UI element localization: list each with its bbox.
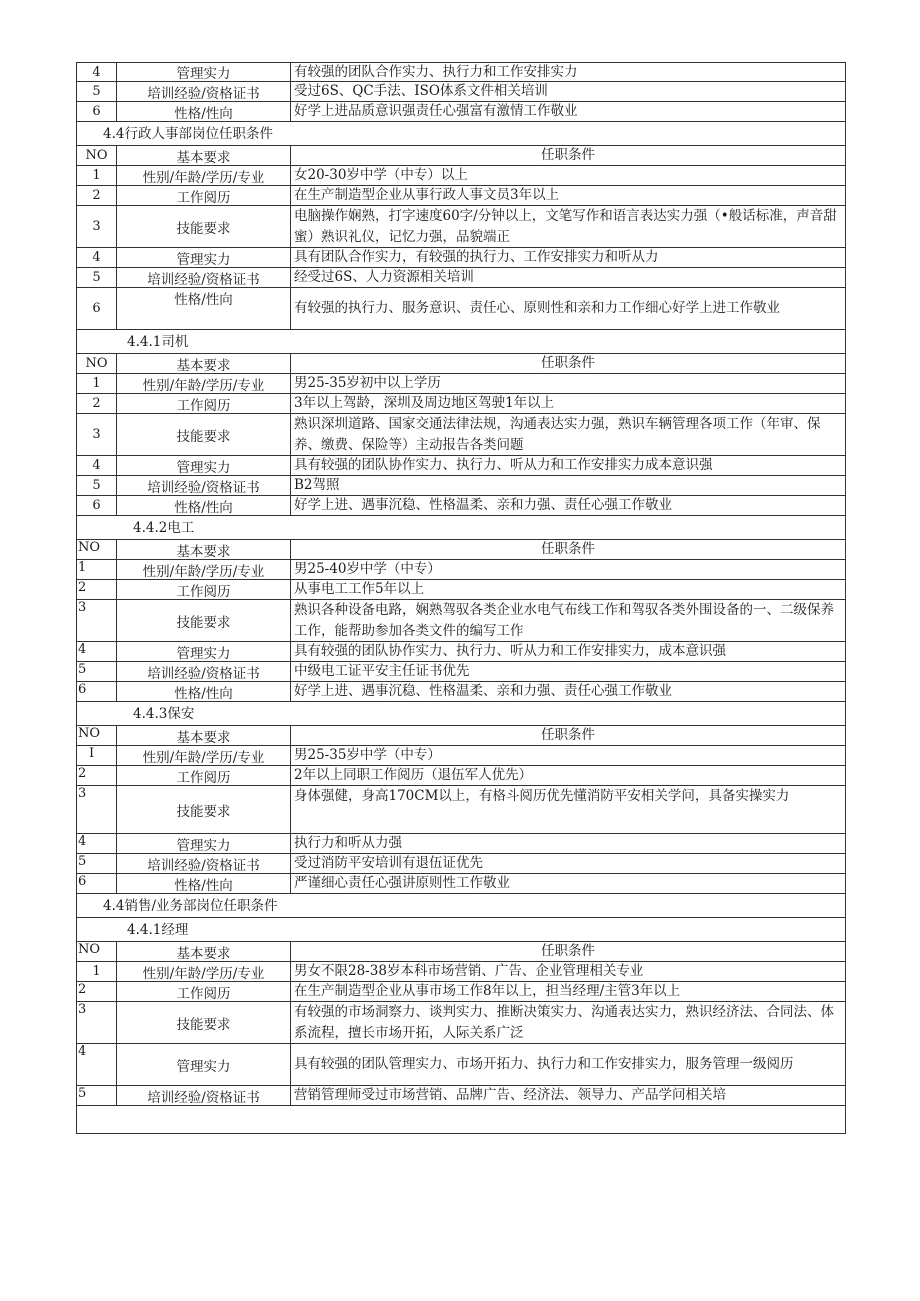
table-row xyxy=(76,414,846,456)
table-row xyxy=(76,1002,846,1044)
header-item: 基本要求 xyxy=(117,942,291,961)
row-item: 性别/年龄/学历/专业 xyxy=(117,560,291,579)
row-no: 4 xyxy=(77,642,117,661)
row-no: 1 xyxy=(77,374,117,393)
row-requirement: 好学上进、遇事沉稳、性格温柔、亲和力强、责任心强工作敬业 xyxy=(294,683,672,699)
header-item: 基本要求 xyxy=(117,540,291,559)
row-no: 6 xyxy=(77,496,117,515)
row-no: 4 xyxy=(77,63,117,81)
row-item: 培训经验/资格证书 xyxy=(117,662,291,681)
row-requirement: 有较强的市场洞察力、谈判实力、推断决策实力、沟通表达实力，熟识经济法、合同法、体系流程，擅长市场开拓，人际关系广泛 xyxy=(294,1003,834,1041)
row-no: 2 xyxy=(77,766,117,785)
header-no: NO xyxy=(77,354,117,373)
row-item: 管理实力 xyxy=(117,63,291,81)
row-requirement: 男25-35岁初中以上学历 xyxy=(294,375,441,391)
table-row xyxy=(76,82,846,102)
row-item: 性别/年龄/学历/专业 xyxy=(117,746,291,765)
table-row xyxy=(76,600,846,642)
header-item: 基本要求 xyxy=(117,146,291,165)
row-no: 1 xyxy=(77,166,117,185)
table-header xyxy=(76,354,846,374)
row-requirement: 经受过6S、人力资源相关培训 xyxy=(294,269,474,285)
table-row xyxy=(76,834,846,854)
table-row xyxy=(76,186,846,206)
row-item: 性别/年龄/学历/专业 xyxy=(117,374,291,393)
row-no: 6 xyxy=(77,682,117,701)
row-requirement: 男女不限28-38岁本科市场营销、广告、企业管理相关专业 xyxy=(294,963,644,979)
row-item: 工作阅历 xyxy=(117,186,291,205)
table-row xyxy=(76,476,846,496)
table-row xyxy=(76,288,846,330)
section-subtitle: 4.4.1经理 xyxy=(127,922,189,938)
section-title-electrician xyxy=(76,516,846,540)
table-header xyxy=(76,726,846,746)
row-item: 性格/性向 xyxy=(117,288,291,329)
table-row xyxy=(76,166,846,186)
row-no: 1 xyxy=(77,962,117,981)
row-item: 性别/年龄/学历/专业 xyxy=(117,962,291,981)
row-requirement: 具有较强的团队协作实力、执行力、听从力和工作安排实力成本意识强 xyxy=(294,457,713,473)
row-no: 6 xyxy=(77,288,117,329)
section-title: 4.4行政人事部岗位任职条件 xyxy=(103,126,273,142)
empty-row xyxy=(76,1106,846,1134)
header-item: 基本要求 xyxy=(117,726,291,745)
row-item: 培训经验/资格证书 xyxy=(117,268,291,287)
row-requirement: 有较强的执行力、服务意识、责任心、原则性和亲和力工作细心好学上进工作敬业 xyxy=(294,300,780,316)
row-requirement: 受过6S、QC手法、ISO体系文件相关培训 xyxy=(294,83,548,99)
table-row xyxy=(76,456,846,476)
row-item: 工作阅历 xyxy=(117,580,291,599)
table-header xyxy=(76,942,846,962)
row-no: 3 xyxy=(77,206,117,247)
table-row xyxy=(76,1086,846,1106)
header-requirement: 任职条件 xyxy=(541,727,595,743)
table-row xyxy=(76,496,846,516)
row-no: 5 xyxy=(77,82,117,101)
row-no: I xyxy=(77,746,117,765)
table-row xyxy=(76,766,846,786)
row-requirement: 电脑操作娴熟，打字速度60字/分钟以上，文笔写作和语言表达实力强（•般话标准，声音甜蜜）熟识礼仪，记忆力强，品貌端正 xyxy=(294,207,837,245)
table-row xyxy=(76,248,846,268)
header-item: 基本要求 xyxy=(117,354,291,373)
table-row xyxy=(76,206,846,248)
table-row xyxy=(76,642,846,662)
row-requirement: 在生产制造型企业从事行政人事文员3年以上 xyxy=(294,187,560,203)
row-item: 管理实力 xyxy=(117,834,291,853)
row-item: 培训经验/资格证书 xyxy=(117,82,291,101)
table-row xyxy=(76,786,846,834)
row-requirement: 男25-40岁中学（中专） xyxy=(294,561,441,577)
table-row xyxy=(76,102,846,122)
row-item: 性格/性向 xyxy=(117,682,291,701)
header-requirement: 任职条件 xyxy=(541,943,595,959)
row-no: 2 xyxy=(77,186,117,205)
row-requirement: 严谨细心责任心强讲原则性工作敬业 xyxy=(294,875,510,891)
section-title: 4.4.1司机 xyxy=(127,334,189,350)
header-no: NO xyxy=(77,726,117,745)
row-requirement: 有较强的团队合作实力、执行力和工作安排实力 xyxy=(294,63,578,80)
row-item: 培训经验/资格证书 xyxy=(117,1086,291,1105)
row-requirement: 熟识深圳道路、国家交通法律法规，沟通表达实力强，熟识车辆管理各项工作（年审、保养、缴费、保险等）主动报告各类问题 xyxy=(294,415,821,453)
row-requirement: 好学上进品质意识强责任心强富有激情工作敬业 xyxy=(294,103,578,119)
row-no: 5 xyxy=(77,662,117,681)
row-no: 3 xyxy=(77,414,117,455)
header-no: NO xyxy=(77,540,117,559)
row-item: 培训经验/资格证书 xyxy=(117,476,291,495)
row-no: 2 xyxy=(77,394,117,413)
row-requirement: 具有较强的团队管理实力、市场开拓力、执行力和工作安排实力，服务管理一级阅历 xyxy=(294,1056,794,1072)
row-item: 性格/性向 xyxy=(117,874,291,893)
row-requirement: 女20-30岁中学（中专）以上 xyxy=(294,167,468,183)
row-item: 技能要求 xyxy=(117,1002,291,1043)
section-title-driver xyxy=(76,330,846,354)
row-item: 管理实力 xyxy=(117,248,291,267)
row-no: 5 xyxy=(77,854,117,873)
row-no: 3 xyxy=(77,600,117,641)
row-requirement: 营销管理师受过市场营销、品牌广告、经济法、领导力、产品学问相关培 xyxy=(294,1087,726,1103)
table-row xyxy=(76,682,846,702)
row-no: 5 xyxy=(77,476,117,495)
row-requirement: 熟识各种设备电路，娴熟驾驭各类企业水电气布线工作和驾驭各类外围设备的一、二级保养工作，能帮助参加各类文件的编写工作 xyxy=(294,601,834,639)
document xyxy=(76,62,846,1134)
section-title: 4.4销售/业务部岗位任职条件 xyxy=(103,898,278,914)
section-title-admin xyxy=(76,122,846,146)
row-item: 技能要求 xyxy=(117,414,291,455)
row-requirement: 具有较强的团队协作实力、执行力、听从力和工作安排实力，成本意识强 xyxy=(294,643,726,659)
row-requirement: 从事电工工作5年以上 xyxy=(294,581,425,597)
row-requirement: 男25-35岁中学（中专） xyxy=(294,747,441,763)
table-row xyxy=(76,394,846,414)
header-requirement: 任职条件 xyxy=(541,541,595,557)
row-no: 1 xyxy=(77,560,117,579)
row-item: 技能要求 xyxy=(117,206,291,247)
row-item: 培训经验/资格证书 xyxy=(117,854,291,873)
table-row xyxy=(76,374,846,394)
section-title: 4.4.2电工 xyxy=(133,520,195,536)
table-row xyxy=(76,874,846,894)
row-no: 6 xyxy=(77,102,117,121)
row-item: 工作阅历 xyxy=(117,982,291,1001)
row-no: 2 xyxy=(77,580,117,599)
row-item: 技能要求 xyxy=(117,786,291,833)
row-no: 4 xyxy=(77,456,117,475)
row-no: 6 xyxy=(77,874,117,893)
table-row xyxy=(76,560,846,580)
row-no: 2 xyxy=(77,982,117,1001)
row-no: 3 xyxy=(77,1002,117,1043)
row-requirement: 在生产制造型企业从事市场工作8年以上，担当经理/主管3年以上 xyxy=(294,983,681,999)
row-item: 性格/性向 xyxy=(117,102,291,121)
row-requirement: 执行力和听从力强 xyxy=(294,835,402,851)
table-row xyxy=(76,982,846,1002)
row-no: 4 xyxy=(77,834,117,853)
section-subtitle-manager xyxy=(76,918,846,942)
row-no: 5 xyxy=(77,1086,117,1105)
row-item: 工作阅历 xyxy=(117,766,291,785)
table-row xyxy=(76,62,846,82)
section-title: 4.4.3保安 xyxy=(133,706,195,722)
row-requirement: 中级电工证平安主任证书优先 xyxy=(294,663,470,679)
row-item: 管理实力 xyxy=(117,1044,291,1085)
header-requirement: 任职条件 xyxy=(541,355,595,371)
row-requirement: 2年以上同职工作阅历（退伍军人优先） xyxy=(294,767,533,783)
row-item: 管理实力 xyxy=(117,642,291,661)
table-row xyxy=(76,580,846,600)
row-requirement: 具有团队合作实力，有较强的执行力、工作安排实力和听从力 xyxy=(294,249,659,265)
row-item: 性格/性向 xyxy=(117,496,291,515)
section-title-sales xyxy=(76,894,846,918)
table-header xyxy=(76,540,846,560)
table-header xyxy=(76,146,846,166)
table-row xyxy=(76,746,846,766)
row-requirement: 3年以上驾龄，深圳及周边地区驾驶1年以上 xyxy=(294,395,555,411)
header-no: NO xyxy=(77,942,117,961)
header-requirement: 任职条件 xyxy=(541,147,595,163)
row-item: 管理实力 xyxy=(117,456,291,475)
section-title-security xyxy=(76,702,846,726)
table-row xyxy=(76,662,846,682)
row-requirement: 身体强健，身高170CM以上，有格斗阅历优先懂消防平安相关学问，具备实操实力 xyxy=(294,788,790,804)
row-requirement: B2驾照 xyxy=(294,477,340,493)
header-no: NO xyxy=(77,146,117,165)
row-no: 3 xyxy=(77,786,117,833)
row-item: 性别/年龄/学历/专业 xyxy=(117,166,291,185)
row-no: 5 xyxy=(77,268,117,287)
row-requirement: 好学上进、遇事沉稳、性格温柔、亲和力强、责任心强工作敬业 xyxy=(294,497,672,513)
row-no: 4 xyxy=(77,1044,117,1085)
row-no: 4 xyxy=(77,248,117,267)
row-item: 工作阅历 xyxy=(117,394,291,413)
row-item: 技能要求 xyxy=(117,600,291,641)
table-row xyxy=(76,268,846,288)
table-row xyxy=(76,854,846,874)
table-row xyxy=(76,962,846,982)
table-row xyxy=(76,1044,846,1086)
row-requirement: 受过消防平安培训有退伍证优先 xyxy=(294,855,483,871)
